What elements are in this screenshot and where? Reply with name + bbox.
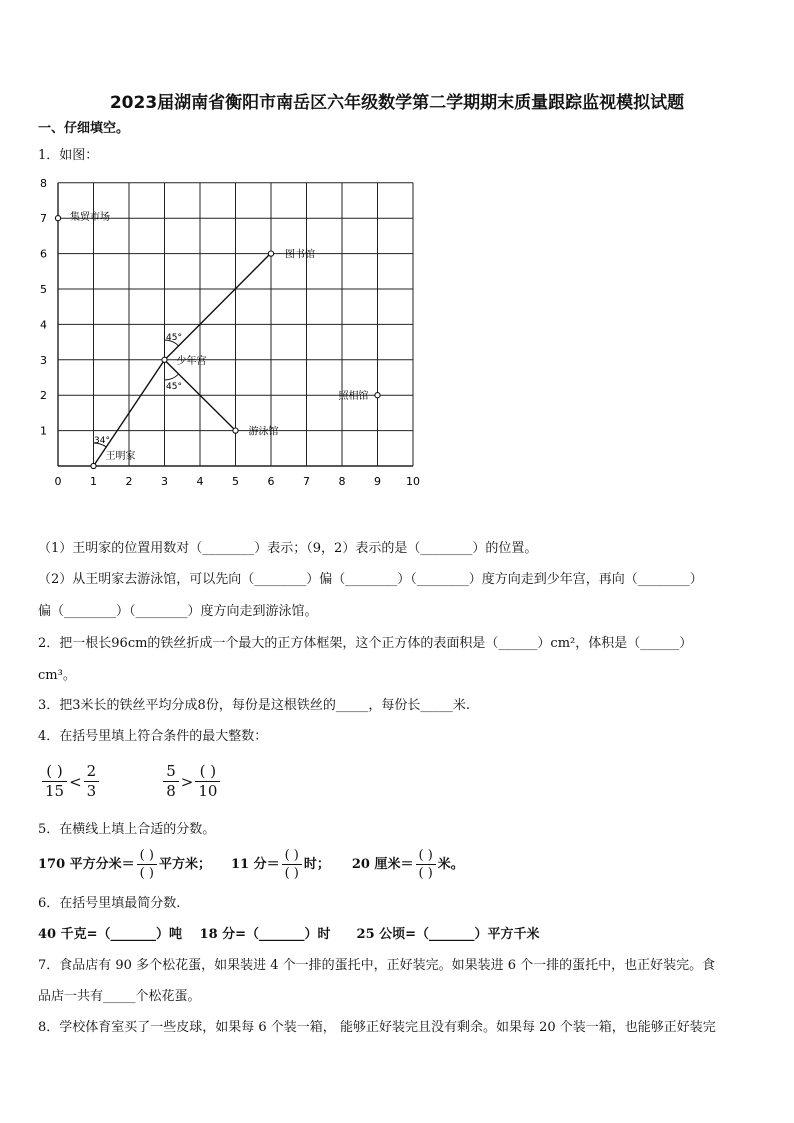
q1-part1: （1）王明家的位置用数对（________）表示；（9，2）表示的是（________）的位置。 [38, 541, 538, 556]
y-tick-label: 6 [40, 247, 47, 261]
x-tick-label: 6 [267, 475, 275, 488]
q4-operator-2: > [180, 772, 194, 791]
point-label: 少年宫 [176, 355, 207, 367]
q4-fraction-2: $\frac{2}{3}$ [84, 762, 100, 801]
angle-label-45-top: 45° [166, 333, 182, 343]
angle-arc-45-bottom [165, 374, 179, 380]
q2-line2: cm³。 [38, 668, 76, 683]
y-tick-label: 5 [40, 283, 47, 296]
q5-text: 5．在横线上填上合适的分数。 [38, 822, 216, 837]
q8-text: 8．学校体育室买了一些皮球，如果每 6 个装一箱， 能够正好装完且没有剩余。如果每 20 个装一箱，也能够正好装完 [38, 1020, 716, 1035]
x-tick-label: 7 [303, 475, 310, 488]
y-tick-label: 1 [40, 424, 47, 438]
point-marker [91, 463, 96, 468]
x-tick-label: 0 [54, 475, 62, 488]
point-label: 集贸市场 [70, 212, 110, 224]
point-marker [162, 357, 167, 362]
y-tick-label: 7 [40, 212, 47, 226]
q2-line1: 2．把一根长96cm的铁丝折成一个最大的正方体框架，这个正方体的表面积是（______）cm²，体积是（______） [38, 636, 693, 651]
route-shaoniangong-to-library [165, 254, 271, 360]
q4-fraction-4: $\frac{( )}{10}$ [195, 762, 220, 801]
q7-line2: 品店一共有_____个松花蛋。 [38, 989, 201, 1004]
point-marker [375, 393, 380, 398]
location-points [55, 210, 380, 468]
y-tick-label: 4 [40, 318, 47, 332]
point-marker [233, 428, 238, 433]
q4-operator-1: < [69, 772, 82, 791]
x-tick-label: 1 [90, 475, 97, 488]
q5-fraction-c: $\frac{( )}{( )}$ [416, 847, 436, 882]
q1-intro: 1．如图： [38, 148, 99, 163]
point-label: 游泳馆 [248, 426, 279, 438]
angle-label-34: 34° [94, 436, 110, 446]
q5-fraction-a: $\frac{( )}{( )}$ [137, 847, 157, 882]
section-heading: 一、仔细填空。 [38, 121, 130, 136]
q6-line: 40 千克=（_______）吨 18 分=（_______）时 25 公顷=（_______）平方千米 [38, 927, 540, 942]
q3-text: 3．把3米长的铁丝平均分成8份，每份是这根铁丝的_____，每份长_____米. [38, 698, 470, 713]
q4-fraction-3: $\frac{5}{8}$ [163, 762, 179, 801]
q7-line1: 7．食品店有 90 多个松花蛋，如果装进 4 个一排的蛋托中，正好装完。如果装进 6 个一排的蛋托中，也正好装完。食 [38, 958, 716, 973]
y-tick-label: 2 [40, 389, 47, 403]
q4-inequalities [40, 762, 222, 801]
y-tick-label: 8 [40, 176, 47, 190]
angle-label-45-bottom: 45° [166, 382, 182, 392]
x-tick-label: 3 [161, 475, 168, 488]
q5-fraction-b: $\frac{( )}{( )}$ [282, 847, 302, 882]
x-tick-label: 2 [125, 475, 133, 488]
q4-text: 4．在括号里填上符合条件的最大整数： [38, 729, 268, 744]
q5-conversions: 170 平方分米＝ $\frac{( )}{( )}$ 平方米； 11 分＝ $\frac{( )}{( )}$ 时； 20 厘米＝ $\frac{( )}{( )}$ 米。 [38, 848, 464, 881]
q4-fraction-1: $\frac{( )}{15}$ [42, 762, 67, 801]
coordinate-grid-map [30, 175, 430, 495]
grid-lines [58, 183, 413, 466]
x-tick-label: 9 [374, 475, 381, 488]
q6-text: 6．在括号里填最简分数. [38, 896, 181, 911]
q1-part2-line1: （2）从王明家去游泳馆，可以先向（________）偏（________）（________）度方向走到少年宫，再向（________） [38, 572, 703, 587]
x-tick-label: 5 [232, 475, 239, 488]
point-label: 王明家 [105, 451, 136, 462]
point-marker [268, 251, 273, 256]
x-tick-label: 4 [196, 475, 204, 488]
point-label: 图书馆 [285, 249, 315, 261]
x-tick-label: 10 [406, 475, 420, 488]
point-marker [55, 216, 60, 221]
y-tick-label: 3 [40, 353, 47, 367]
x-tick-label: 8 [338, 475, 346, 488]
page-title: 2023届湖南省衡阳市南岳区六年级数学第二学期期末质量跟踪监视模拟试题 [109, 93, 685, 113]
point-label: 照相馆 [338, 391, 369, 403]
q1-part2-line2: 偏（________）（________）度方向走到游泳馆。 [38, 604, 318, 619]
